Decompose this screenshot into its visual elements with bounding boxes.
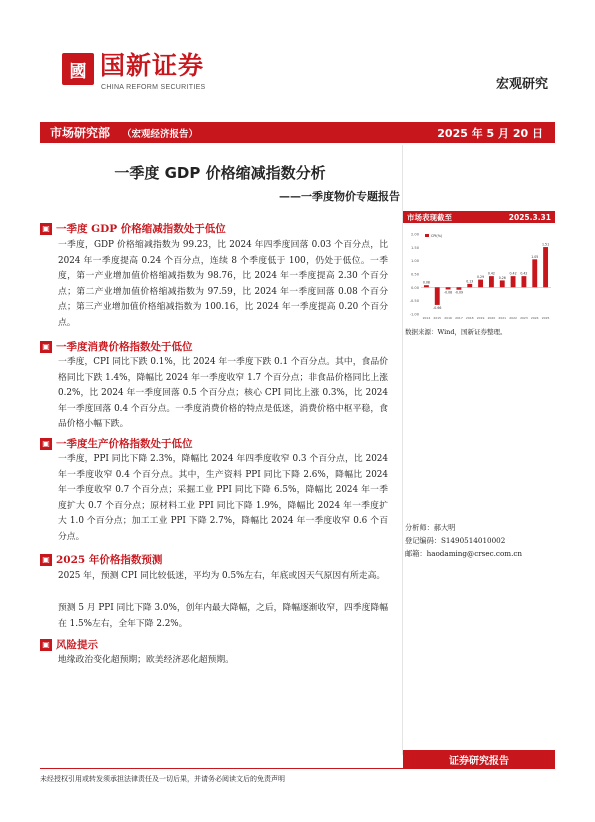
chart-title: 市场表现截至 (407, 212, 452, 222)
company-logo (62, 53, 94, 85)
x-tick-label: 2025 (541, 316, 550, 320)
bar-data-label: 0.29 (477, 275, 485, 280)
chart-bar (478, 280, 483, 288)
section-heading (40, 339, 193, 354)
y-tick-label: -0.50 (409, 299, 419, 304)
section-bullet-icon: ▣ (40, 554, 52, 566)
logo-glyph: 國 (69, 61, 87, 82)
bar-data-label: 0.26 (498, 275, 506, 280)
section-heading (40, 436, 193, 451)
section-bullet-icon: ▣ (40, 639, 52, 651)
report-category: （宏观经济报告） (122, 128, 199, 140)
analyst-name: 分析师：郝大明 (405, 523, 456, 532)
chart-bar (435, 287, 440, 305)
chart-source: 数据来源：Wind，国新证券整理。 (405, 328, 507, 336)
bar-data-label: 0.42 (509, 271, 517, 276)
chart-bar (446, 287, 451, 289)
chart-bar (532, 259, 537, 287)
bar-data-label: 0.42 (520, 271, 528, 276)
bar-data-label: 0.08 (422, 280, 430, 285)
section-bullet-icon: ▣ (40, 341, 52, 353)
chart-bar (521, 276, 526, 287)
department-name: 市场研究部 (50, 126, 111, 140)
y-tick-label: -1.00 (409, 312, 419, 317)
section-bullet-icon: ▣ (40, 223, 52, 235)
x-tick-label: 2017 (455, 316, 463, 320)
chart-bar (456, 287, 461, 289)
chart-date: 2025.3.31 (508, 212, 551, 222)
section-paragraph: 2025 年，预测 CPI 同比较低迷，平均为 0.5%左右，年底或因天气原因有所走高。 (58, 571, 386, 581)
report-badge: 证券研究报告 (403, 750, 555, 768)
section-title: 一季度 GDP 价格缩减指数处于低位 (56, 223, 226, 235)
section-title: 2025 年价格指数预测 (56, 554, 163, 566)
chart-bar (543, 247, 548, 287)
x-tick-label: 2019 (476, 316, 485, 320)
section-heading (40, 637, 98, 652)
section-heading (40, 552, 162, 567)
bar-data-label: 0.13 (466, 279, 474, 284)
section-paragraph: 一季度，PPI 同比下降 2.3%，降幅比 2024 年四季度收窄 0.3 个百分点，比 2024 年一季度收窄 0.4 个百分点。其中，生产资料 PPI 同比下降 2.6%，降幅比 2024 年一季度收窄 0.7 个百分点；采掘工业 PPI 同比下降 6.5%，降幅比 2024 年一季度扩大 0.7 个百分点；原材料工业 PPI 同比下降 1.9%，降幅比 2024 年一季度扩大 1.0 个百分点；加工工业 PPI 下降 2.7%，降幅比 2024 年一季度收窄 0.6 个百分点。 (58, 454, 388, 542)
footer-divider (40, 768, 555, 769)
section-title: 风险提示 (56, 639, 98, 651)
chart-bar (424, 285, 429, 287)
section-paragraph: 一季度，CPI 同比下跌 0.1%，比 2024 年一季度下跌 0.1 个百分点。其中，食品价格同比下跌 1.4%，降幅比 2024 年一季度收窄 1.7 个百分点；非食品价格同比上涨 0.2%，比 2024 年一季度回落 0.5 个百分点；核心 CPI 同比上涨 0.3%，比 2024 年一季度回落 0.4 个百分点。一季度消费价格的特点是低迷，消费价格中枢平稳，食品价格小幅下跌。 (58, 357, 388, 430)
section-paragraph: 地缘政治变化超预期；欧美经济恶化超预期。 (58, 655, 234, 665)
x-tick-label: 2016 (444, 316, 452, 320)
bar-data-label: 1.05 (531, 254, 539, 259)
bar-data-label: -0.66 (433, 305, 442, 310)
analyst-email[interactable]: 邮箱：haodaming@crsec.com.cn (405, 549, 523, 558)
section-title: 一季度消费价格指数处于低位 (56, 341, 193, 353)
cpi-bar-chart (403, 226, 555, 324)
bar-data-label: -0.09 (454, 290, 464, 295)
brand-name-cn: 国新证券 (100, 51, 205, 80)
y-tick-label: 0.00 (410, 285, 419, 290)
brand-name-en: CHINA REFORM SECURITIES (101, 84, 206, 91)
x-tick-label: 2018 (465, 316, 474, 320)
analyst-registration: 登记编码：S1490514010002 (405, 536, 506, 545)
x-tick-label: 2021 (498, 316, 507, 320)
y-tick-label: 2.00 (410, 232, 419, 237)
chart-bar (467, 284, 472, 287)
chart-svg (403, 226, 555, 324)
section-paragraph: 一季度，GDP 价格缩减指数为 99.23，比 2024 年四季度回落 0.03 个百分点，比 2024 年一季度提高 0.24 个百分点，连续 8 个季度低于 100，仍处于低位。一季度，第一产业增加值价格缩减指数为 98.76，比 2024 年一季度提高 2.30 个百分点；第二产业增加值价格缩减指数为 97.59，比 2024 年一季度回落 0.08 个百分点；第三产业增加值价格缩减指数为 100.16，比 2024 年一季度提高 0.20 个百分点。 (58, 240, 388, 328)
x-tick-label: 2015 (433, 316, 442, 320)
report-date: 2025 年 5 月 20 日 (437, 126, 543, 140)
x-tick-label: 2023 (520, 316, 528, 320)
x-tick-label: 2024 (530, 316, 539, 320)
x-tick-label: 2014 (422, 316, 431, 320)
bar-data-label: -0.08 (443, 290, 453, 295)
x-tick-label: 2022 (509, 316, 517, 320)
chart-header (403, 211, 555, 223)
chart-bar (500, 280, 505, 287)
section-title: 一季度生产价格指数处于低位 (56, 438, 193, 450)
y-tick-label: 0.50 (410, 272, 419, 277)
section-heading (40, 221, 226, 236)
page-subtitle: ——一季度物价专题报告 (279, 190, 400, 203)
chart-bar (511, 276, 516, 287)
x-tick-label: 2020 (487, 316, 496, 320)
legend-label: CPI(%) (431, 233, 443, 238)
disclaimer-footer: 未经授权引用或转发须承担法律责任及一切后果，并请务必阅读文后的免责声明 (40, 775, 285, 783)
bar-data-label: 0.42 (487, 271, 495, 276)
page-title: 一季度 GDP 价格缩减指数分析 (114, 164, 326, 182)
y-tick-label: 1.00 (410, 259, 419, 264)
section-bullet-icon: ▣ (40, 438, 52, 450)
legend-swatch (425, 234, 429, 237)
section-paragraph: 预测 5 月 PPI 同比下降 3.0%，创年内最大降幅，之后，降幅逐渐收窄，四季度降幅在 1.5%左右，全年下降 2.2%。 (58, 603, 388, 629)
department-bar (40, 122, 555, 143)
chart-bar (489, 276, 494, 287)
report-type: 宏观研究 (495, 77, 548, 92)
bar-data-label: 1.51 (542, 242, 550, 247)
y-tick-label: 1.50 (410, 245, 419, 250)
